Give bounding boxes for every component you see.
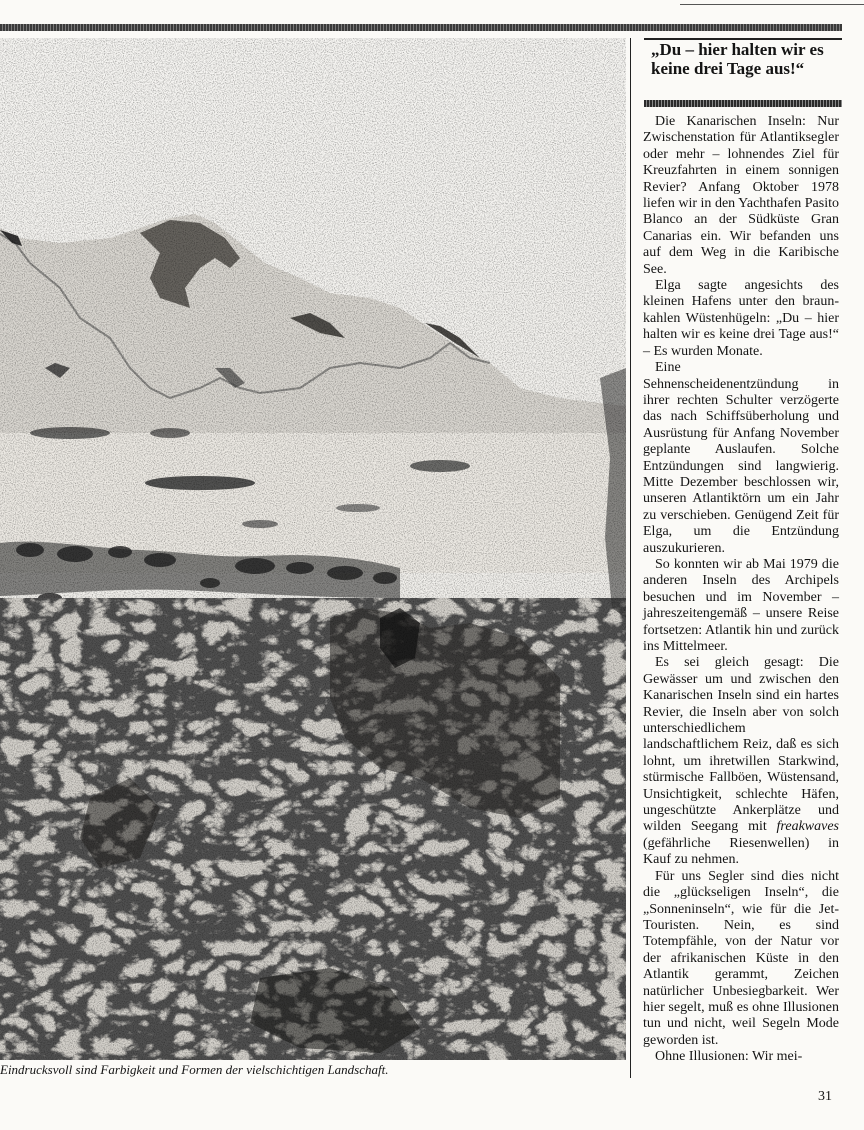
landscape-photo xyxy=(0,38,626,1060)
paragraph: So konnten wir ab Mai 1979 die anderen Inseln des Archipels besuchen und im November – jahreszeitengemäß – unsere Reise fortsetzen: Atlantik hin und zurück ins Mittelmeer. xyxy=(643,556,839,654)
top-thin-rule xyxy=(680,4,864,5)
article-headline: „Du – hier halten wir es keine drei Tage aus!“ xyxy=(651,40,824,78)
paragraph: Elga sagte angesichts des kleinen Hafens unter den braun-kahlen Wüstenhügeln: „Du – hier halten wir es keine drei Tage aus!“ – Es wurden Monate. xyxy=(643,278,839,359)
top-rule xyxy=(0,24,842,31)
column-rule xyxy=(630,38,631,1078)
paragraph xyxy=(643,655,839,868)
headline-rule-bottom xyxy=(644,100,842,107)
paragraph-text: (gefährliche Riesenwellen) in Kauf zu nehmen. xyxy=(643,835,839,868)
page-number: 31 xyxy=(818,1089,832,1104)
italic-term: freakwaves xyxy=(776,819,839,835)
paragraph: Ohne Illusionen: Wir mei- xyxy=(655,1049,803,1065)
paragraph: Für uns Segler sind dies nicht die „glückseligen Inseln“, die „Sonneninseln“, wie für die Jet-Touristen. Nein, es sind Totempfähle, von der Natur vor der afrikanischen Küste in den Atlantik gerammt, Zeichen natürlicher Unbesiegbarkeit. Wer hier segelt, muß es ohne Illusionen tun und nicht, weil Segeln Mode geworden ist. xyxy=(643,868,839,1048)
paragraph-text: Es sei gleich gesagt: Die Gewässer um und zwischen den Kanarischen Inseln sind ein hartes Revier, die Inseln aber von solch unterschiedlichem landschaftlichem Reiz, daß es sich lohnt, um ihretwillen Starkwind, stürmische Fallböen, Wüstensand, Unsichtigkeit, schlechte Häfen, ungeschützte Ankerplätze und wilden Seegang mit xyxy=(643,655,839,835)
paragraph: Eine Sehnenscheidenentzündung in ihrer rechten Schulter verzögerte das nach Schiffsüberholung und Ausrüstung für Anfang November geplante Auslaufen. Solche Entzündungen sind langwierig. Mitte Dezember beschlossen wir, unseren Atlantiktörn um ein Jahr zu verschieben. Genügend Zeit für Elga, um die Entzündung auszukurieren. xyxy=(643,360,839,556)
photo-caption: Eindrucksvoll sind Farbigkeit und Formen der vielschichtigen Landschaft. xyxy=(0,1062,389,1077)
article-body xyxy=(643,114,839,1066)
paragraph: Die Kanarischen Inseln: Nur Zwischenstation für Atlantiksegler oder mehr – lohnendes Ziel für Kreuzfahrten in einem sonnigen Revier? Anfang Oktober 1978 liefen wir in den Yachthafen Pasito Blanco an der Südküste Gran Canarias ein. Wir befanden uns auf dem Weg in die Karibische See. xyxy=(643,114,839,277)
